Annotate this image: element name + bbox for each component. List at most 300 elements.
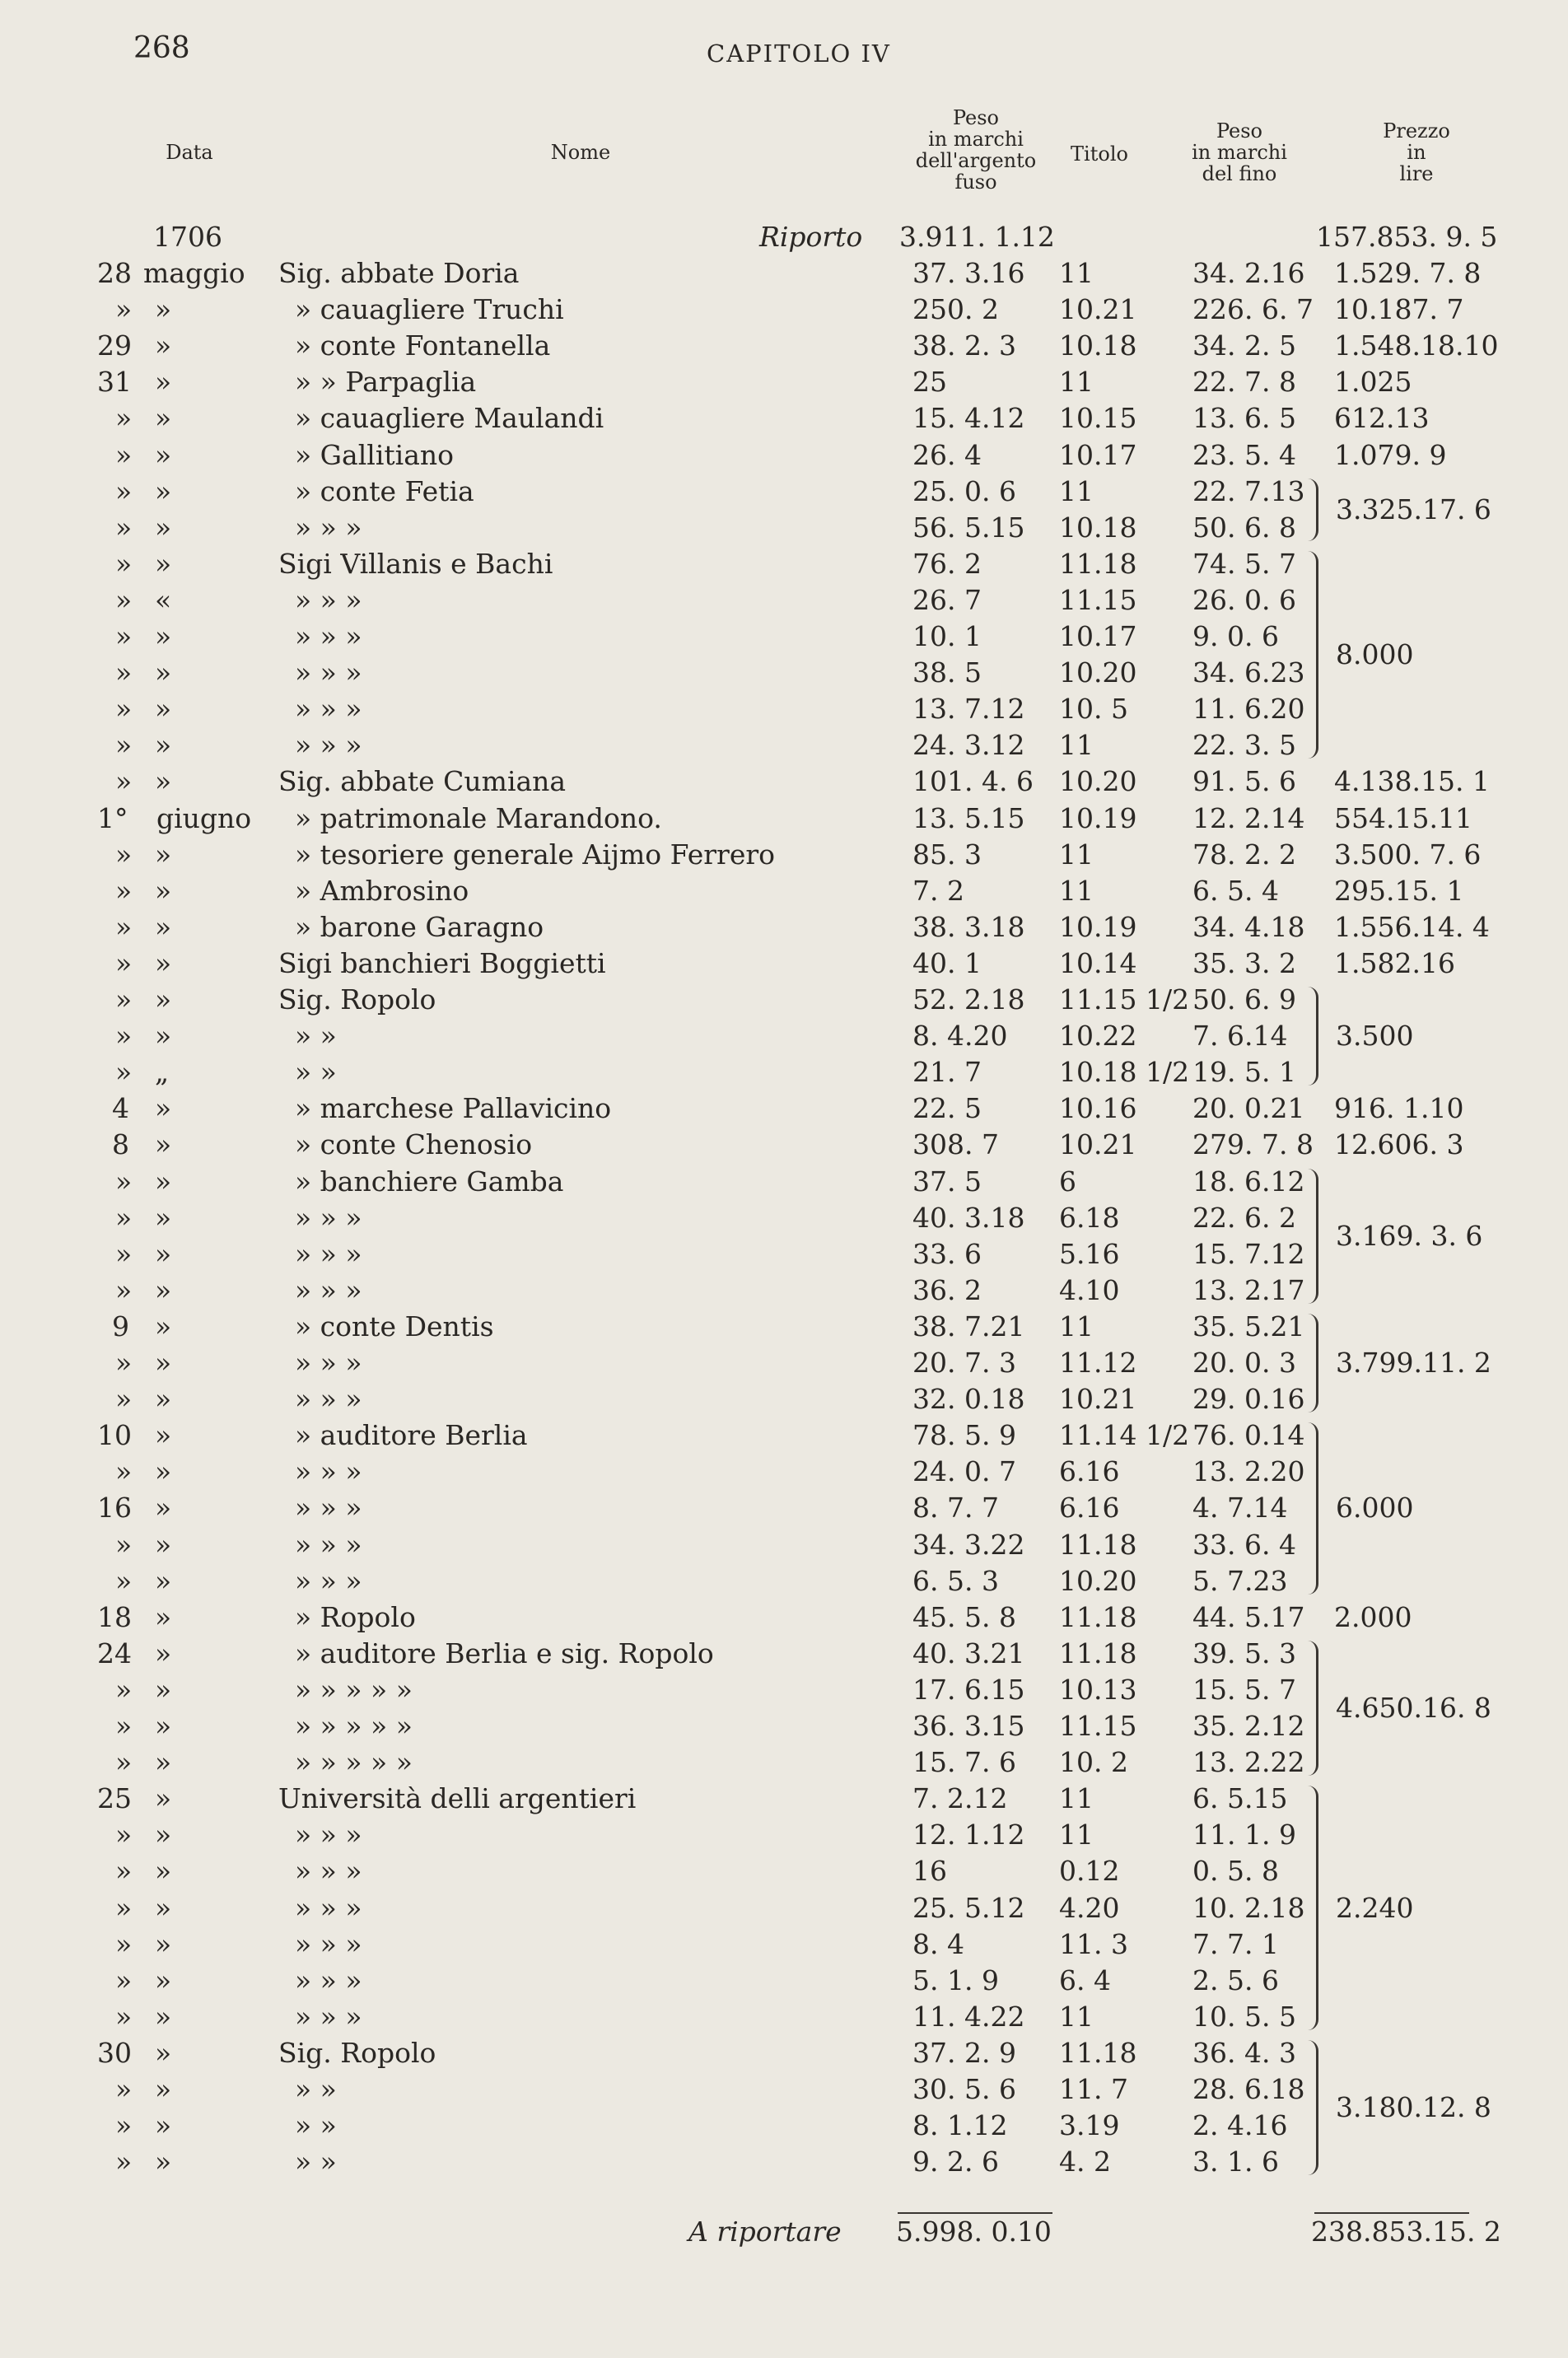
cell-titolo: 10.19 <box>1059 801 1137 834</box>
cell-titolo: 11.14 1/2 <box>1059 1419 1190 1452</box>
cell-month: » <box>155 1092 172 1125</box>
cell-day: » <box>115 1273 133 1306</box>
cell-peso: 8. 7. 7 <box>912 1492 999 1525</box>
cell-titolo: 10.20 <box>1059 656 1137 689</box>
cell-day: » <box>115 1891 133 1924</box>
table-row <box>0 2144 1568 2180</box>
cell-peso: 36. 2 <box>912 1273 982 1306</box>
cell-peso: 13. 5.15 <box>912 801 1025 834</box>
table-row <box>0 763 1568 800</box>
cell-month: » <box>155 511 172 544</box>
cell-peso: 13. 7.12 <box>912 693 1025 726</box>
cell-titolo: 10.17 <box>1059 438 1137 471</box>
table-row <box>0 1527 1568 1563</box>
cell-name: » marchese Pallavicino <box>295 1092 612 1125</box>
cell-day: » <box>115 402 133 435</box>
cell-name: » » » » » <box>295 1746 413 1779</box>
cell-name: » » » <box>295 1237 362 1270</box>
cell-titolo: 11 <box>1059 474 1094 507</box>
table-row <box>0 1054 1568 1090</box>
cell-peso: 36. 3.15 <box>912 1710 1025 1742</box>
cell-month: » <box>155 2073 172 2105</box>
cell-fino: 5. 7.23 <box>1192 1564 1288 1597</box>
cell-month: » <box>155 1273 172 1306</box>
cell-name: Sig. Ropolo <box>278 2036 436 2069</box>
cell-peso: 33. 6 <box>912 1237 982 1270</box>
cell-day: » <box>115 438 133 471</box>
cell-month: » <box>155 1347 172 1379</box>
table-row <box>0 1817 1568 1853</box>
cell-titolo: 11.15 <box>1059 583 1137 616</box>
col-header-prezzo: Prezzo in lire <box>1383 119 1450 185</box>
cell-fino: 74. 5. 7 <box>1192 547 1296 580</box>
cell-titolo: 0.12 <box>1059 1855 1120 1888</box>
cell-fino: 3. 1. 6 <box>1192 2146 1279 2178</box>
cell-day: » <box>115 583 133 616</box>
cell-fino: 22. 7.13 <box>1192 474 1305 507</box>
table-row <box>0 1926 1568 1963</box>
riporto-label: Riporto <box>759 221 863 253</box>
cell-day: 29 <box>97 329 132 362</box>
cell-fino: 22. 6. 2 <box>1192 1201 1296 1234</box>
cell-day: » <box>115 838 133 871</box>
cell-fino: 34. 6.23 <box>1192 656 1305 689</box>
group-price: 3.180.12. 8 <box>1336 2091 1491 2124</box>
cell-peso: 10. 1 <box>912 620 982 652</box>
cell-titolo: 11.15 <box>1059 1710 1137 1742</box>
cell-month: » <box>155 910 172 943</box>
cell-titolo: 11.18 <box>1059 1637 1137 1669</box>
cell-day: » <box>115 1927 133 1960</box>
cell-fino: 36. 4. 3 <box>1192 2036 1296 2069</box>
cell-day: » <box>115 547 133 580</box>
cell-peso: 37. 2. 9 <box>912 2036 1016 2069</box>
group-price-row <box>0 637 1568 673</box>
cell-day: » <box>115 765 133 798</box>
cell-day: 18 <box>97 1600 132 1633</box>
cell-peso: 7. 2 <box>912 874 964 907</box>
table-row <box>0 1272 1568 1309</box>
cell-name: » » » <box>295 1528 362 1561</box>
cell-day: » <box>115 983 133 1016</box>
chapter-title: CAPITOLO IV <box>707 40 891 68</box>
cell-name: » » » <box>295 1383 362 1416</box>
cell-month: » <box>155 474 172 507</box>
cell-fino: 26. 0. 6 <box>1192 583 1296 616</box>
cell-peso: 85. 3 <box>912 838 982 871</box>
cell-month: » <box>155 1020 172 1053</box>
cell-month: » <box>155 1673 172 1706</box>
cell-fino: 28. 6.18 <box>1192 2073 1305 2105</box>
cell-month: » <box>155 1310 172 1342</box>
cell-peso: 25 <box>912 366 947 399</box>
table-row <box>0 1563 1568 1599</box>
table-row <box>0 255 1568 292</box>
cell-month: » <box>155 1891 172 1924</box>
cell-month: » <box>155 438 172 471</box>
table-row <box>0 1381 1568 1417</box>
cell-day: 16 <box>97 1492 132 1525</box>
cell-fino: 39. 5. 3 <box>1192 1637 1296 1669</box>
cell-peso: 40. 3.18 <box>912 1201 1025 1234</box>
cell-peso: 8. 4 <box>912 1927 964 1960</box>
table-row <box>0 328 1568 364</box>
riporto-row <box>0 219 1568 255</box>
group-price: 8.000 <box>1336 638 1414 671</box>
table-row <box>0 1963 1568 1999</box>
cell-peso: 38. 5 <box>912 656 982 689</box>
cell-month: » <box>155 547 172 580</box>
cell-day: » <box>115 1020 133 1053</box>
cell-name: » » » <box>295 1819 362 1851</box>
cell-fino: 18. 6.12 <box>1192 1165 1305 1198</box>
cell-peso: 38. 7.21 <box>912 1310 1025 1342</box>
cell-prezzo: 10.187. 7 <box>1334 293 1464 326</box>
cell-month: » <box>155 2109 172 2142</box>
cell-titolo: 4.10 <box>1059 1273 1120 1306</box>
cell-name: » » Parpaglia <box>295 366 477 399</box>
cell-day: » <box>115 1056 133 1089</box>
cell-fino: 19. 5. 1 <box>1192 1056 1296 1089</box>
cell-titolo: 10.18 <box>1059 329 1137 362</box>
cell-day: » <box>115 656 133 689</box>
cell-prezzo: 1.556.14. 4 <box>1334 910 1490 943</box>
cell-prezzo: 1.025 <box>1334 366 1412 399</box>
cell-peso: 37. 3.16 <box>912 257 1025 289</box>
cell-peso: 25. 5.12 <box>912 1891 1025 1924</box>
cell-prezzo: 295.15. 1 <box>1334 874 1464 907</box>
cell-fino: 13. 2.20 <box>1192 1455 1305 1488</box>
cell-peso: 21. 7 <box>912 1056 982 1089</box>
cell-name: » » » » » <box>295 1673 413 1706</box>
cell-day: » <box>115 620 133 652</box>
cell-peso: 26. 4 <box>912 438 982 471</box>
cell-titolo: 10.18 <box>1059 511 1137 544</box>
table-row <box>0 1599 1568 1636</box>
cell-name: » banchiere Gamba <box>295 1165 564 1198</box>
cell-fino: 10. 2.18 <box>1192 1891 1305 1924</box>
cell-name: » » <box>295 2073 337 2105</box>
table-row <box>0 1090 1568 1127</box>
group-price-row <box>0 1218 1568 1254</box>
cell-day: » <box>115 2073 133 2105</box>
group-price-row <box>0 2090 1568 2126</box>
cell-titolo: 11 <box>1059 1310 1094 1342</box>
cell-titolo: 10.16 <box>1059 1092 1137 1125</box>
cell-name: » cauagliere Truchi <box>295 293 564 326</box>
table-row <box>0 1309 1568 1345</box>
table-row <box>0 873 1568 909</box>
cell-peso: 40. 3.21 <box>912 1637 1025 1669</box>
table-row <box>0 1164 1568 1200</box>
table-row <box>0 400 1568 437</box>
cell-day: » <box>115 874 133 907</box>
cell-name: » » » <box>295 1564 362 1597</box>
cell-name: Sig. Ropolo <box>278 983 436 1016</box>
cell-peso: 78. 5. 9 <box>912 1419 1016 1452</box>
cell-name: » conte Chenosio <box>295 1128 533 1161</box>
cell-month: » <box>155 983 172 1016</box>
cell-month: » <box>155 1564 172 1597</box>
group-price-row <box>0 1890 1568 1926</box>
cell-prezzo: 916. 1.10 <box>1334 1092 1464 1125</box>
cell-month: » <box>155 874 172 907</box>
cell-peso: 9. 2. 6 <box>912 2146 999 2178</box>
cell-fino: 44. 5.17 <box>1192 1600 1305 1633</box>
cell-titolo: 11 <box>1059 874 1094 907</box>
cell-month: » <box>155 765 172 798</box>
cell-day: 24 <box>97 1637 132 1669</box>
cell-day: » <box>115 729 133 762</box>
cell-month: » <box>155 1165 172 1198</box>
cell-month: » <box>155 2146 172 2178</box>
cell-day: » <box>115 2000 133 2033</box>
cell-peso: 8. 4.20 <box>912 1020 1008 1053</box>
cell-month: » <box>155 1383 172 1416</box>
cell-fino: 13. 2.22 <box>1192 1746 1305 1779</box>
table-row <box>0 437 1568 474</box>
cell-prezzo: 612.13 <box>1334 402 1430 435</box>
cell-day: » <box>115 910 133 943</box>
cell-titolo: 11 <box>1059 1782 1094 1815</box>
cell-peso: 20. 7. 3 <box>912 1347 1016 1379</box>
cell-peso: 308. 7 <box>912 1128 999 1161</box>
cell-day: 4 <box>112 1092 129 1125</box>
group-price-row <box>0 1690 1568 1726</box>
footer-label: A riportare <box>688 2216 842 2248</box>
cell-titolo: 10.20 <box>1059 1564 1137 1597</box>
cell-peso: 5. 1. 9 <box>912 1963 999 1996</box>
cell-fino: 6. 5. 4 <box>1192 874 1279 907</box>
riporto-year: 1706 <box>153 221 222 253</box>
group-price: 6.000 <box>1336 1492 1414 1525</box>
table-row <box>0 1636 1568 1672</box>
cell-titolo: 11.15 1/2 <box>1059 983 1190 1016</box>
group-price: 3.500 <box>1336 1020 1414 1053</box>
cell-fino: 7. 6.14 <box>1192 1020 1288 1053</box>
cell-peso: 30. 5. 6 <box>912 2073 1016 2105</box>
cell-day: » <box>115 946 133 979</box>
cell-name: » auditore Berlia e sig. Ropolo <box>295 1637 714 1669</box>
cell-fino: 2. 4.16 <box>1192 2109 1288 2142</box>
cell-day: » <box>115 1710 133 1742</box>
cell-month: » <box>155 402 172 435</box>
cell-fino: 50. 6. 9 <box>1192 983 1296 1016</box>
cell-day: » <box>115 1201 133 1234</box>
cell-name: » » » <box>295 2000 362 2033</box>
cell-name: » » » » » <box>295 1710 413 1742</box>
cell-fino: 50. 6. 8 <box>1192 511 1296 544</box>
cell-day: » <box>115 1673 133 1706</box>
table-row <box>0 1999 1568 2035</box>
cell-peso: 101. 4. 6 <box>912 765 1034 798</box>
cell-fino: 7. 7. 1 <box>1192 1927 1279 1960</box>
cell-month: » <box>155 1419 172 1452</box>
cell-day: » <box>115 1855 133 1888</box>
cell-titolo: 11.12 <box>1059 1347 1137 1379</box>
cell-fino: 2. 5. 6 <box>1192 1963 1279 1996</box>
group-price-row <box>0 1345 1568 1381</box>
table-row <box>0 837 1568 873</box>
cell-titolo: 11.18 <box>1059 547 1137 580</box>
cell-name: » » <box>295 2109 337 2142</box>
cell-day: 1° <box>97 801 128 834</box>
cell-day: » <box>115 1528 133 1561</box>
cell-titolo: 11 <box>1059 1819 1094 1851</box>
group-price-row <box>0 1490 1568 1526</box>
cell-titolo: 11. 7 <box>1059 2073 1128 2105</box>
cell-name: » » <box>295 1020 337 1053</box>
cell-peso: 8. 1.12 <box>912 2109 1008 2142</box>
group-price: 4.650.16. 8 <box>1336 1692 1491 1724</box>
table-row <box>0 582 1568 619</box>
cell-peso: 52. 2.18 <box>912 983 1025 1016</box>
cell-fino: 34. 4.18 <box>1192 910 1305 943</box>
cell-fino: 34. 2. 5 <box>1192 329 1296 362</box>
col-header-peso-fuso: Peso in marchi dell'argento fuso <box>915 106 1037 194</box>
table-row <box>0 946 1568 982</box>
cell-titolo: 6.18 <box>1059 1201 1120 1234</box>
cell-fino: 12. 2.14 <box>1192 801 1305 834</box>
cell-month: » <box>155 620 172 652</box>
cell-month: » <box>155 656 172 689</box>
cell-name: » » » <box>295 1201 362 1234</box>
table-row <box>0 1417 1568 1454</box>
cell-month: » <box>155 293 172 326</box>
cell-name: » » » <box>295 1891 362 1924</box>
cell-fino: 34. 2.16 <box>1192 257 1305 289</box>
cell-peso: 17. 6.15 <box>912 1673 1025 1706</box>
cell-titolo: 6 <box>1059 1165 1076 1198</box>
cell-titolo: 5.16 <box>1059 1237 1120 1270</box>
cell-fino: 4. 7.14 <box>1192 1492 1288 1525</box>
cell-peso: 15. 4.12 <box>912 402 1025 435</box>
cell-name: » » » <box>295 583 362 616</box>
cell-fino: 0. 5. 8 <box>1192 1855 1279 1888</box>
cell-prezzo: 3.500. 7. 6 <box>1334 838 1482 871</box>
cell-fino: 33. 6. 4 <box>1192 1528 1296 1561</box>
cell-prezzo: 1.079. 9 <box>1334 438 1447 471</box>
cell-month: » <box>155 1855 172 1888</box>
cell-prezzo: 1.582.16 <box>1334 946 1455 979</box>
page-number: 268 <box>133 31 190 65</box>
cell-name: » » » <box>295 729 362 762</box>
cell-month: « <box>155 583 172 616</box>
cell-titolo: 10.17 <box>1059 620 1137 652</box>
cell-prezzo: 2.000 <box>1334 1600 1412 1633</box>
cell-titolo: 11 <box>1059 838 1094 871</box>
cell-month: » <box>155 729 172 762</box>
cell-name: » » » <box>295 620 362 652</box>
cell-titolo: 10.21 <box>1059 293 1137 326</box>
group-price: 3.169. 3. 6 <box>1336 1219 1483 1252</box>
cell-fino: 35. 3. 2 <box>1192 946 1296 979</box>
cell-titolo: 6.16 <box>1059 1455 1120 1488</box>
cell-month: » <box>155 1927 172 1960</box>
cell-peso: 16 <box>912 1855 947 1888</box>
cell-peso: 34. 3.22 <box>912 1528 1025 1561</box>
cell-name: » » » <box>295 656 362 689</box>
col-header-nome: Nome <box>550 141 611 164</box>
col-header-data: Data <box>166 141 213 164</box>
cell-fino: 10. 5. 5 <box>1192 2000 1296 2033</box>
cell-prezzo: 4.138.15. 1 <box>1334 765 1490 798</box>
cell-titolo: 10. 2 <box>1059 1746 1128 1779</box>
cell-name: Università delli argentieri <box>278 1782 637 1815</box>
cell-name: » » » <box>295 1927 362 1960</box>
cell-month: » <box>155 1528 172 1561</box>
table-row <box>0 801 1568 837</box>
table-row <box>0 546 1568 582</box>
cell-month: » <box>155 366 172 399</box>
cell-prezzo: 12.606. 3 <box>1334 1128 1464 1161</box>
cell-day: » <box>115 2109 133 2142</box>
cell-titolo: 10.14 <box>1059 946 1137 979</box>
cell-day: 25 <box>97 1782 132 1815</box>
group-price-row <box>0 492 1568 528</box>
cell-month: » <box>155 1710 172 1742</box>
cell-titolo: 10.19 <box>1059 910 1137 943</box>
table-row <box>0 727 1568 763</box>
cell-peso: 15. 7. 6 <box>912 1746 1016 1779</box>
cell-titolo: 10.21 <box>1059 1128 1137 1161</box>
cell-peso: 32. 0.18 <box>912 1383 1025 1416</box>
cell-name: » Gallitiano <box>295 438 454 471</box>
cell-day: 9 <box>112 1310 129 1342</box>
cell-peso: 22. 5 <box>912 1092 982 1125</box>
cell-titolo: 10.20 <box>1059 765 1137 798</box>
cell-peso: 24. 0. 7 <box>912 1455 1016 1488</box>
cell-name: » auditore Berlia <box>295 1419 528 1452</box>
cell-name: Sigi banchieri Boggietti <box>278 946 606 979</box>
cell-name: » barone Garagno <box>295 910 544 943</box>
cell-fino: 78. 2. 2 <box>1192 838 1296 871</box>
cell-fino: 35. 5.21 <box>1192 1310 1305 1342</box>
cell-fino: 6. 5.15 <box>1192 1782 1288 1815</box>
group-price: 3.799.11. 2 <box>1336 1347 1491 1380</box>
cell-fino: 226. 6. 7 <box>1192 293 1314 326</box>
col-header-titolo: Titolo <box>1071 142 1128 166</box>
cell-day: » <box>115 1963 133 1996</box>
cell-peso: 12. 1.12 <box>912 1819 1025 1851</box>
cell-day: 30 <box>97 2036 132 2069</box>
cell-name: » patrimonale Marandono. <box>295 801 662 834</box>
cell-peso: 38. 3.18 <box>912 910 1025 943</box>
cell-month: » <box>155 329 172 362</box>
cell-day: » <box>115 1347 133 1379</box>
cell-peso: 76. 2 <box>912 547 982 580</box>
cell-peso: 7. 2.12 <box>912 1782 1008 1815</box>
cell-day: » <box>115 1383 133 1416</box>
cell-month: » <box>155 693 172 726</box>
cell-peso: 26. 7 <box>912 583 982 616</box>
cell-titolo: 11 <box>1059 2000 1094 2033</box>
cell-fino: 9. 0. 6 <box>1192 620 1279 652</box>
cell-day: » <box>115 1819 133 1851</box>
cell-titolo: 10. 5 <box>1059 693 1128 726</box>
cell-day: 31 <box>97 366 132 399</box>
cell-titolo: 11 <box>1059 366 1094 399</box>
cell-name: » conte Fetia <box>295 474 474 507</box>
cell-day: » <box>115 1455 133 1488</box>
cell-fino: 35. 2.12 <box>1192 1710 1305 1742</box>
cell-fino: 11. 1. 9 <box>1192 1819 1296 1851</box>
group-price: 2.240 <box>1336 1891 1414 1924</box>
cell-titolo: 11.18 <box>1059 1528 1137 1561</box>
cell-name: » » <box>295 2146 337 2178</box>
cell-name: » » » <box>295 1855 362 1888</box>
cell-titolo: 10.13 <box>1059 1673 1137 1706</box>
